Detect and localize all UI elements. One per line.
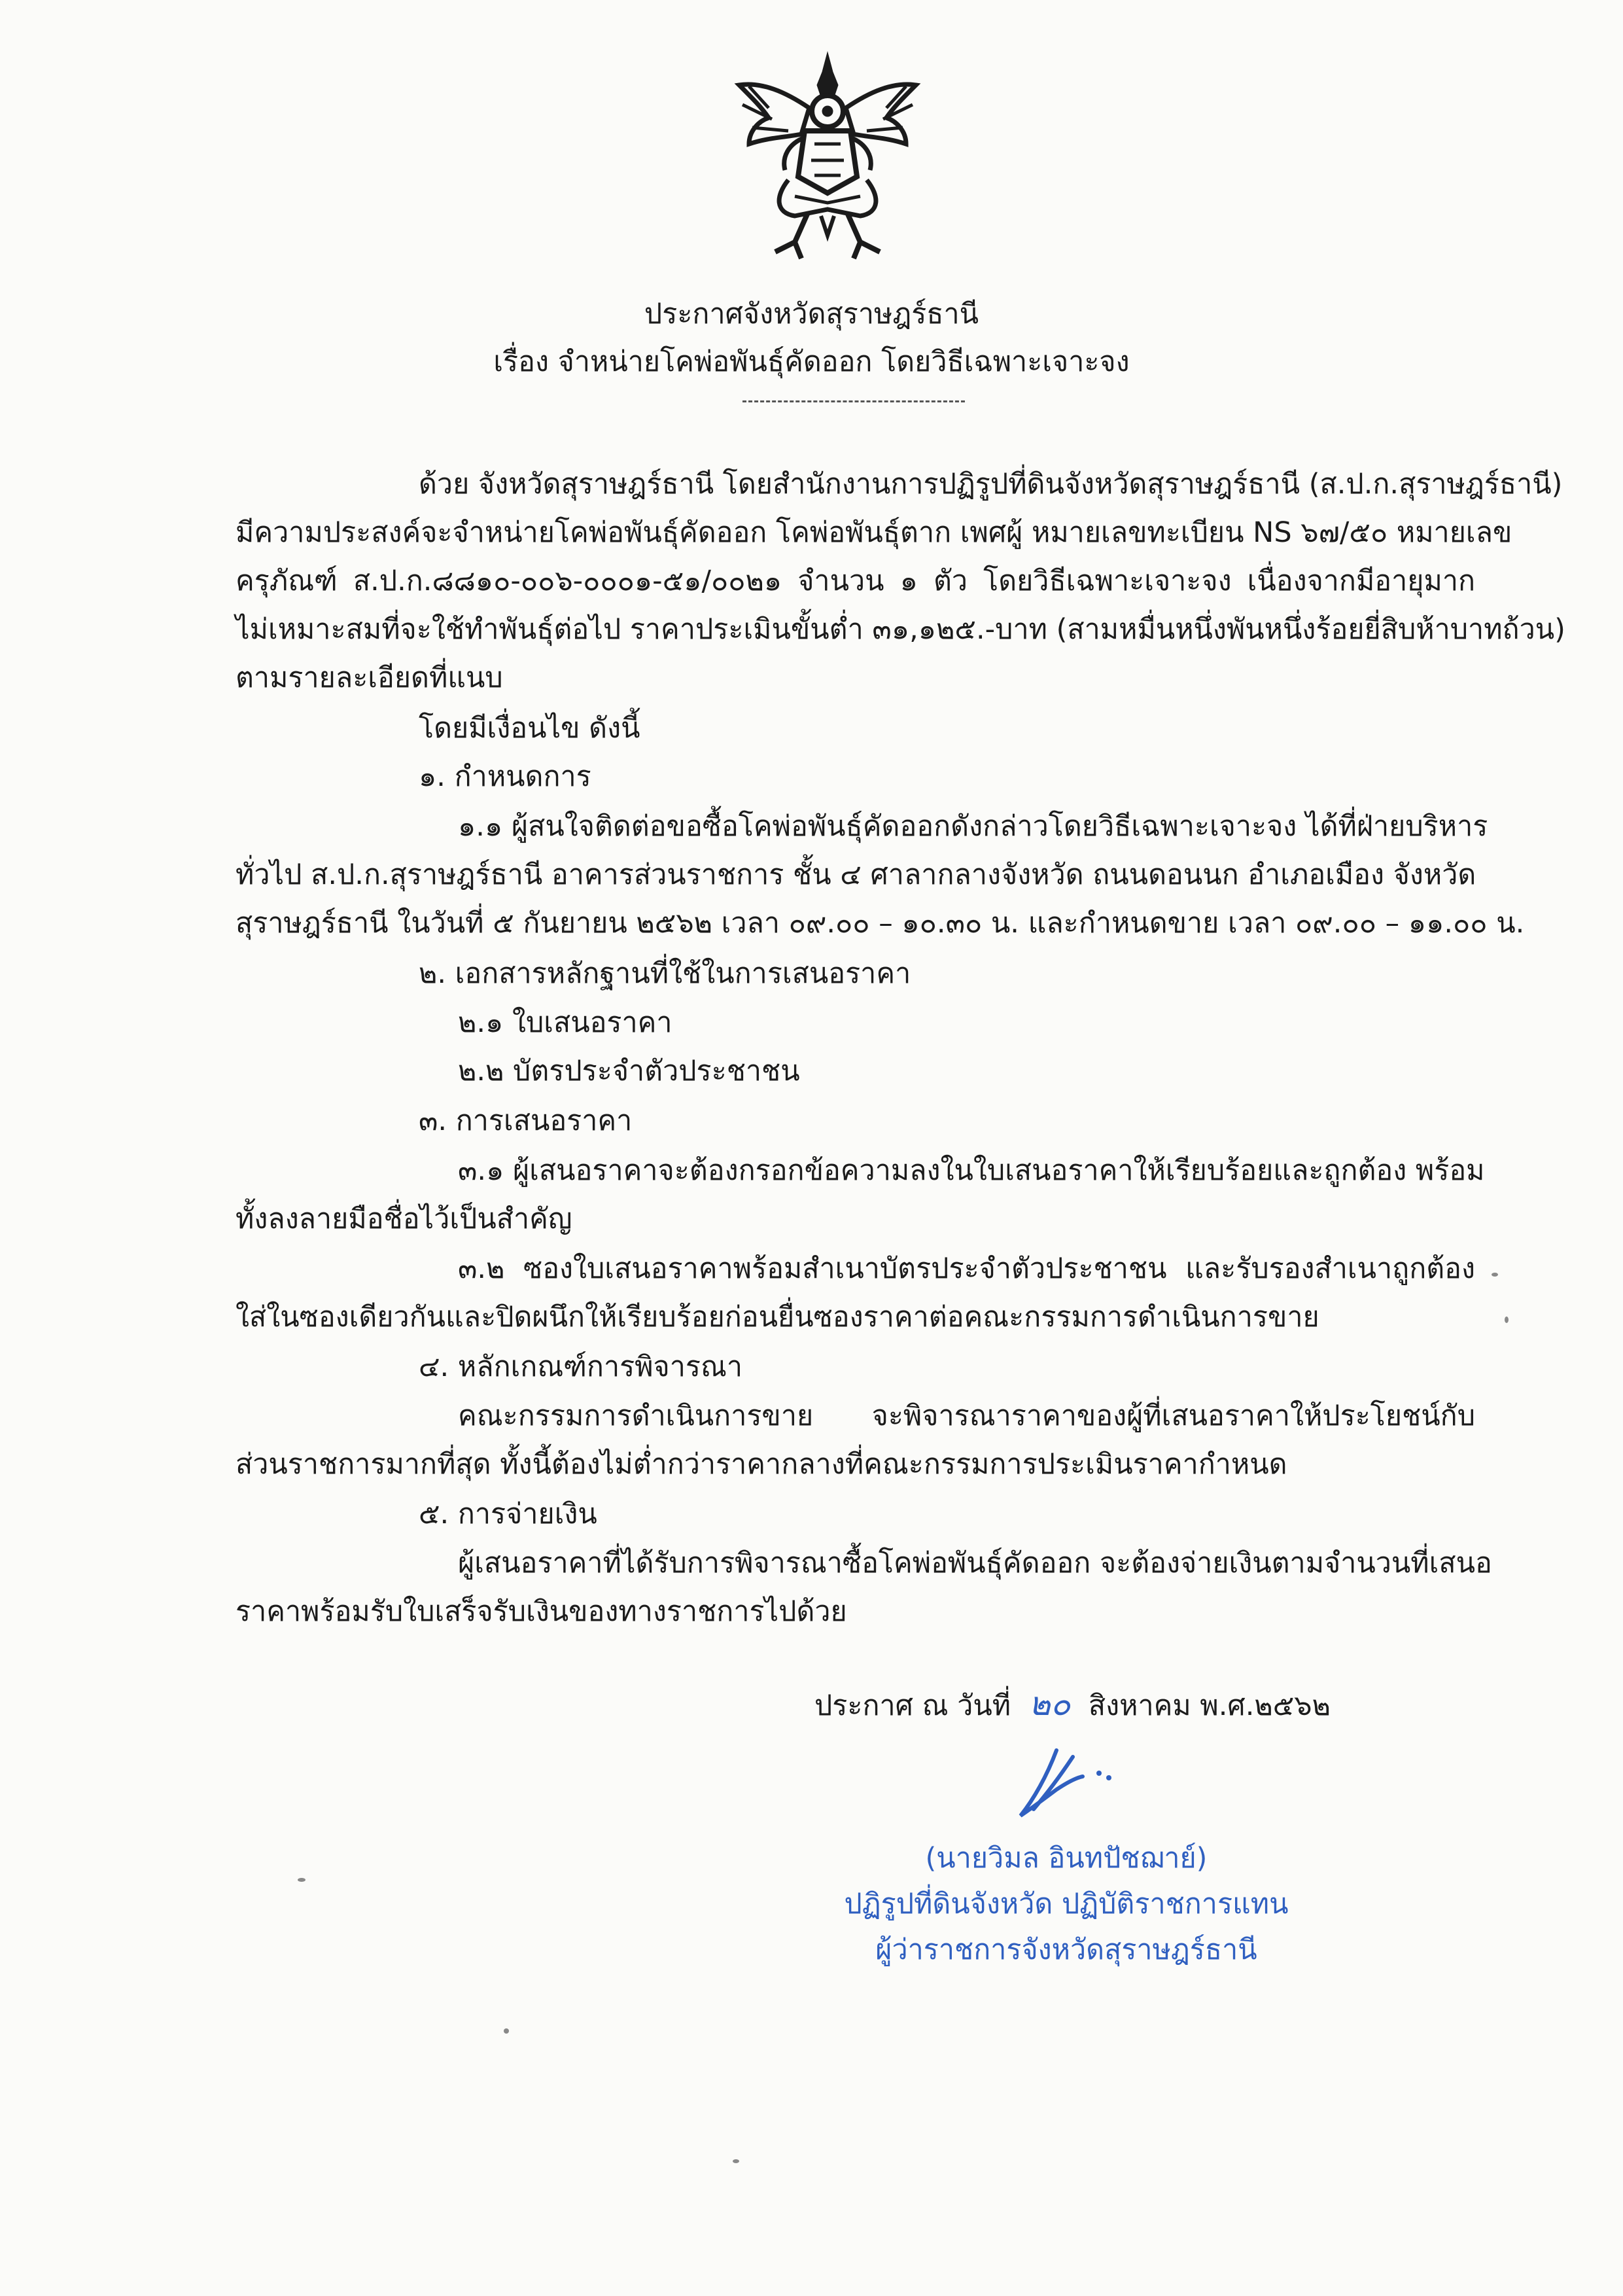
- paragraph-line: สุราษฎร์ธานี ในวันที่ ๕ กันยายน ๒๕๖๒ เวลา ๐๙.๐๐ – ๑๐.๓๐ น. และกำหนดขาย เวลา ๐๙.๐๐ – ๑๑.๐๐ น.: [236, 907, 1525, 940]
- scan-speck: [733, 2159, 739, 2163]
- scan-speck: [298, 1878, 305, 1882]
- paragraph-line: ใส่ในซองเดียวกันและปิดผนึกให้เรียบร้อยก่อนยื่นซองราคาต่อคณะกรรมการดำเนินการขาย: [236, 1301, 1319, 1333]
- document-subject: เรื่อง จำหน่ายโคพ่อพันธุ์คัดออก โดยวิธีเฉพาะเจาะจง: [493, 345, 1130, 378]
- scan-speck: [1492, 1273, 1498, 1277]
- section-heading: ๒. เอกสารหลักฐานที่ใช้ในการเสนอราคา: [419, 957, 911, 990]
- paragraph-line: ราคาพร้อมรับใบเสร็จรับเงินของทางราชการไปด้วย: [236, 1595, 847, 1628]
- garuda-emblem-icon: [723, 46, 932, 268]
- paragraph-line: ส่วนราชการมากที่สุด ทั้งนี้ต้องไม่ต่ำกว่าราคากลางที่คณะกรรมการประเมินราคากำหนด: [236, 1448, 1287, 1481]
- section-heading: ๑. กำหนดการ: [419, 760, 591, 793]
- paragraph-line: ๑.๑ ผู้สนใจติดต่อขอซื้อโคพ่อพันธุ์คัดออกดังกล่าวโดยวิธีเฉพาะเจาะจง ได้ที่ฝ่ายบริหาร: [458, 810, 1488, 843]
- date-suffix: สิงหาคม พ.ศ.๒๕๖๒: [1088, 1689, 1331, 1722]
- paragraph-line: ครุภัณฑ์ ส.ป.ก.๘๘๑๐-๐๐๖-๐๐๐๑-๕๑/๐๐๒๑ จำนวน ๑ ตัว โดยวิธีเฉพาะเจาะจง เนื่องจากมีอายุมาก: [236, 565, 1475, 597]
- signer-title: ผู้ว่าราชการจังหวัดสุราษฎร์ธานี: [875, 1934, 1257, 1966]
- section-heading: ๔. หลักเกณฑ์การพิจารณา: [419, 1351, 743, 1383]
- paragraph-line: ไม่เหมาะสมที่จะใช้ทำพันธุ์ต่อไป ราคาประเมินขั้นต่ำ ๓๑,๑๒๕.-บาท (สามหมื่นหนึ่งพันหนึ่งร้อยยี่สิบห้าบาทถ้วน): [236, 613, 1565, 646]
- date-prefix: ประกาศ ณ วันที่: [814, 1689, 1011, 1722]
- section-heading: ๓. การเสนอราคา: [419, 1104, 633, 1137]
- paragraph-line: ผู้เสนอราคาที่ได้รับการพิจารณาซื้อโคพ่อพันธุ์คัดออก จะต้องจ่ายเงินตามจำนวนที่เสนอ: [458, 1547, 1492, 1580]
- paragraph-line: ทั้งลงลายมือชื่อไว้เป็นสำคัญ: [236, 1203, 572, 1235]
- scan-speck: [1505, 1316, 1509, 1323]
- conditions-heading: โดยมีเงื่อนไข ดังนี้: [419, 712, 640, 745]
- header-divider: [742, 400, 965, 402]
- paragraph-line: ตามรายละเอียดที่แนบ: [236, 662, 503, 694]
- paragraph-line: ๓.๒ ซองใบเสนอราคาพร้อมสำเนาบัตรประจำตัวประชาชน และรับรองสำเนาถูกต้อง: [458, 1252, 1475, 1285]
- list-item: ๒.๑ ใบเสนอราคา: [458, 1006, 672, 1039]
- document-title: ประกาศจังหวัดสุราษฎร์ธานี: [644, 298, 979, 330]
- paragraph-line: ด้วย จังหวัดสุราษฎร์ธานี โดยสำนักงานการปฏิรูปที่ดินจังหวัดสุราษฎร์ธานี (ส.ป.ก.สุราษฎร์ธานี): [419, 468, 1563, 501]
- paragraph-line: ทั่วไป ส.ป.ก.สุราษฎร์ธานี อาคารส่วนราชการ ชั้น ๔ ศาลากลางจังหวัด ถนนดอนนก อำเภอเมือง จังหวัด: [236, 858, 1476, 891]
- list-item: ๒.๒ บัตรประจำตัวประชาชน: [458, 1055, 800, 1087]
- paragraph-line: คณะกรรมการดำเนินการขาย จะพิจารณาราคาของผู้ที่เสนอราคาให้ประโยชน์กับ: [458, 1400, 1475, 1432]
- paragraph-line: มีความประสงค์จะจำหน่ายโคพ่อพันธุ์คัดออก โคพ่อพันธุ์ตาก เพศผู้ หมายเลขทะเบียน NS ๖๗/๕๐ หมายเลข: [236, 516, 1512, 549]
- signer-title: ปฏิรูปที่ดินจังหวัด ปฏิบัติราชการแทน: [844, 1888, 1289, 1920]
- announcement-date: [814, 1684, 1331, 1725]
- section-heading: ๕. การจ่ายเงิน: [419, 1498, 597, 1530]
- scan-speck: [504, 2028, 509, 2034]
- signer-name: (นายวิมล อินทปัชฌาย์): [925, 1842, 1208, 1875]
- date-day-handwritten: ๒๐: [1028, 1685, 1071, 1723]
- paragraph-line: ๓.๑ ผู้เสนอราคาจะต้องกรอกข้อความลงในใบเสนอราคาให้เรียบร้อยและถูกต้อง พร้อม: [458, 1154, 1485, 1187]
- signature-icon: [994, 1737, 1145, 1835]
